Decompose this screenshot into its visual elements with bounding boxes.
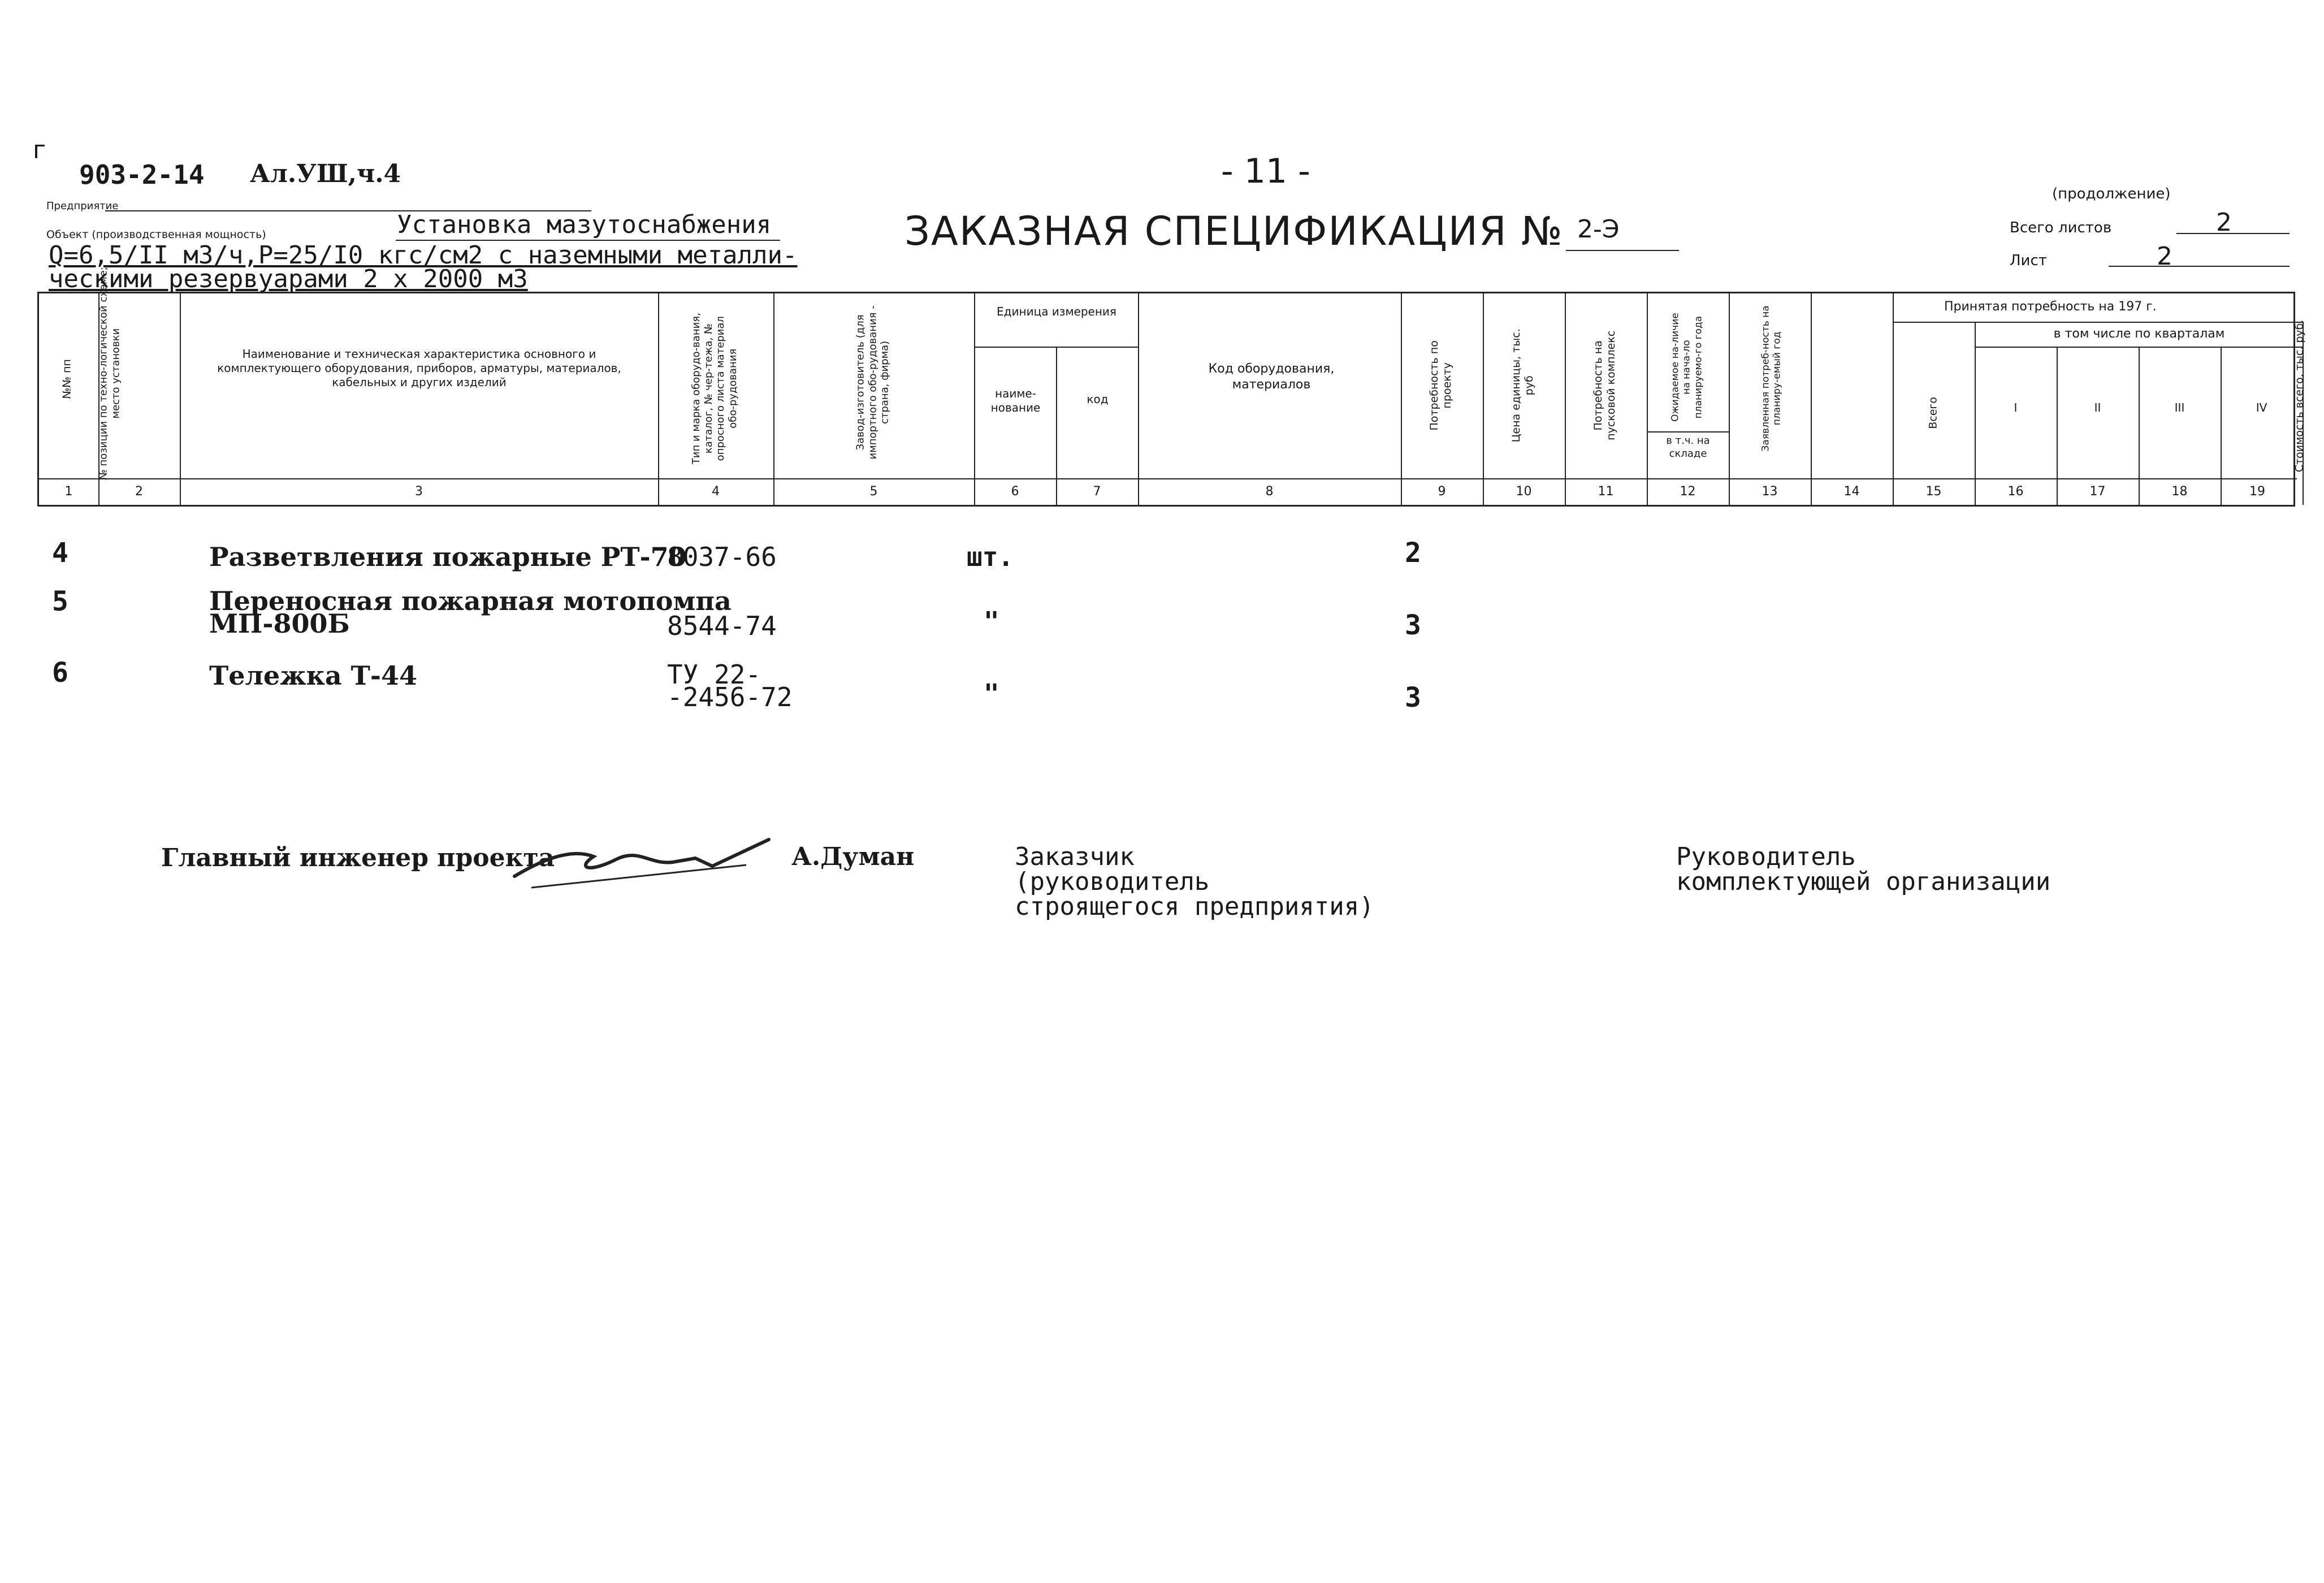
unit-group-header: Единица измерения — [997, 305, 1116, 318]
row-number: 5 — [52, 586, 68, 617]
col-header-4: Тип и марка оборудо-вания, каталог, № чер-тежа, № опросного листа материал обо-рудования — [690, 313, 739, 465]
object-description-line-2: Q=6,5/II м3/ч,Р=25/I0 кгс/см2 с наземными металли- — [49, 241, 798, 270]
col-number: 19 — [2249, 485, 2265, 499]
row-type: 8544-74 — [667, 611, 777, 641]
document-title: ЗАКАЗНАЯ СПЕЦИФИКАЦИЯ № — [905, 208, 1564, 254]
col-number: 3 — [415, 485, 423, 499]
col-number: 4 — [712, 485, 720, 499]
col-number: 8 — [1265, 485, 1274, 499]
row-unit: " — [984, 678, 999, 709]
head-label-2: комплектующей организации — [1676, 867, 2051, 896]
document-code: 903-2-14 — [79, 159, 205, 190]
row-number: 6 — [52, 657, 68, 689]
col-header-5: Завод-изготовитель (для импортного обо-рудования - страна, фирма) — [854, 305, 891, 460]
col-header-8: Код оборудования, материалов — [1208, 362, 1335, 392]
sheets-total-value: 2 — [2216, 208, 2232, 237]
object-label: Объект (производственная мощность) — [46, 228, 266, 241]
col-number: 13 — [1762, 485, 1778, 499]
col-divider — [974, 293, 975, 505]
column-number-row-divider — [39, 478, 2297, 479]
col-number: 6 — [1011, 485, 1019, 499]
col-divider — [2057, 347, 2058, 505]
col-divider — [658, 293, 659, 505]
col-number: 11 — [1598, 485, 1614, 499]
object-description-line-1: Установка мазутоснабжения — [397, 210, 772, 239]
col-divider — [1138, 293, 1139, 505]
col-number: 10 — [1516, 485, 1532, 499]
col-header-11: Потребность на пусковой комплекс — [1592, 330, 1617, 440]
col-divider — [1647, 293, 1648, 505]
row-name: Тележка Т-44 — [209, 660, 418, 691]
col-divider — [1811, 293, 1812, 505]
col-header-14: Всего — [1927, 397, 1940, 429]
signature-scribble — [509, 825, 780, 893]
col-header-16: II — [2094, 401, 2101, 414]
row-number: 4 — [52, 537, 68, 569]
enterprise-label: Предприятие — [46, 200, 119, 212]
unit-group-divider — [974, 347, 1138, 348]
col-number: 1 — [64, 485, 73, 499]
customer-label-3: строящегося предприятия) — [1015, 892, 1374, 921]
col-divider — [2139, 347, 2140, 505]
sheet-value: 2 — [2157, 242, 2172, 271]
customer-label: Заказчик — [1015, 842, 1135, 871]
col-number: 15 — [1925, 485, 1942, 499]
quarters-group-divider — [1975, 347, 2303, 348]
stock-divider — [1647, 431, 1729, 432]
row-name: Переносная пожарная мотопомпа — [209, 586, 732, 616]
row-quantity: 3 — [1405, 682, 1421, 713]
row-unit: шт. — [967, 542, 1014, 572]
col-divider — [1565, 293, 1566, 505]
col-header-17: III — [2174, 401, 2185, 414]
sheets-total-label: Всего листов — [2010, 219, 2112, 236]
col-number: 16 — [2007, 485, 2024, 499]
col-number: 12 — [1680, 485, 1696, 499]
col-divider — [2221, 347, 2222, 505]
col-divider — [1893, 293, 1894, 505]
chief-engineer-name: А.Думан — [791, 842, 915, 871]
row-quantity: 3 — [1405, 609, 1421, 641]
sheet-label: Лист — [2010, 252, 2047, 269]
customer-label-2: (руководитель — [1015, 867, 1210, 896]
col-header-1: №№ пп — [60, 359, 73, 399]
continuation-label: (продолжение) — [2052, 185, 2171, 202]
col-header-15: I — [2014, 401, 2018, 414]
col-divider — [1401, 293, 1402, 505]
object-description-line-3: ческими резервуарами 2 х 2000 м3 — [49, 265, 528, 293]
sheet-underline — [2109, 266, 2290, 267]
row-type: 8037-66 — [667, 542, 777, 572]
spec-number-underline — [1566, 250, 1679, 251]
col-number: 7 — [1093, 485, 1101, 499]
col-header-12-top: Ожидаемое на-личие на нача-ло планируемо-го года — [1669, 313, 1704, 422]
col-number: 17 — [2089, 485, 2106, 499]
accepted-group-divider — [1893, 322, 2303, 323]
col-header-10: Цена единицы, тыс. руб — [1510, 328, 1535, 443]
head-label: Руководитель — [1676, 842, 1856, 871]
document-album: Ал.УШ,ч.4 — [250, 159, 401, 188]
col-header-12-bottom: в т.ч. на складе — [1666, 435, 1710, 460]
col-divider — [1729, 293, 1730, 505]
col-number: 14 — [1843, 485, 1860, 499]
accepted-group-header: Принятая потребность на 197 г. — [1944, 300, 2157, 314]
col-header-19: Стоимость всего, тыс. руб. — [2293, 319, 2306, 473]
page-number: - 11 - — [1221, 152, 1310, 191]
col-number: 18 — [2171, 485, 2188, 499]
row-type-continued: -2456-72 — [667, 682, 793, 712]
row-name-continued: МП-800Б — [209, 608, 350, 639]
col-header-2: № позиции по техно-логической схеме; место установки — [97, 267, 122, 480]
col-header-9: Потребность по проекту — [1428, 340, 1453, 431]
col-divider — [180, 293, 181, 505]
col-header-18: IV — [2256, 401, 2267, 414]
col-header-13: Заявленная потреб-ность на планиру-емый год — [1760, 305, 1783, 452]
col-header-6: наиме-нование — [990, 387, 1041, 414]
row-unit: " — [984, 606, 999, 637]
col-number: 9 — [1438, 485, 1446, 499]
chief-engineer-label: Главный инженер проекта — [161, 844, 555, 872]
col-number: 2 — [135, 485, 143, 499]
quarters-group-header: в том числе по кварталам — [2053, 327, 2225, 341]
col-header-3: Наименование и техническая характеристика основного и комплектующего оборудования, приборов, арматуры, материалов, кабельных и других изделий — [217, 347, 621, 389]
corner-mark: г — [33, 136, 46, 165]
col-divider — [773, 293, 774, 505]
row-name: Разветвления пожарные РТ-70 — [209, 542, 687, 572]
sheets-total-underline — [2176, 233, 2290, 234]
col-divider — [1056, 347, 1057, 505]
row-quantity: 2 — [1405, 537, 1421, 569]
spec-number: 2-Э — [1577, 215, 1620, 244]
col-number: 5 — [869, 485, 878, 499]
col-divider — [1483, 293, 1484, 505]
row-type: ТУ 22- — [667, 659, 761, 690]
col-header-7: код — [1087, 392, 1109, 406]
